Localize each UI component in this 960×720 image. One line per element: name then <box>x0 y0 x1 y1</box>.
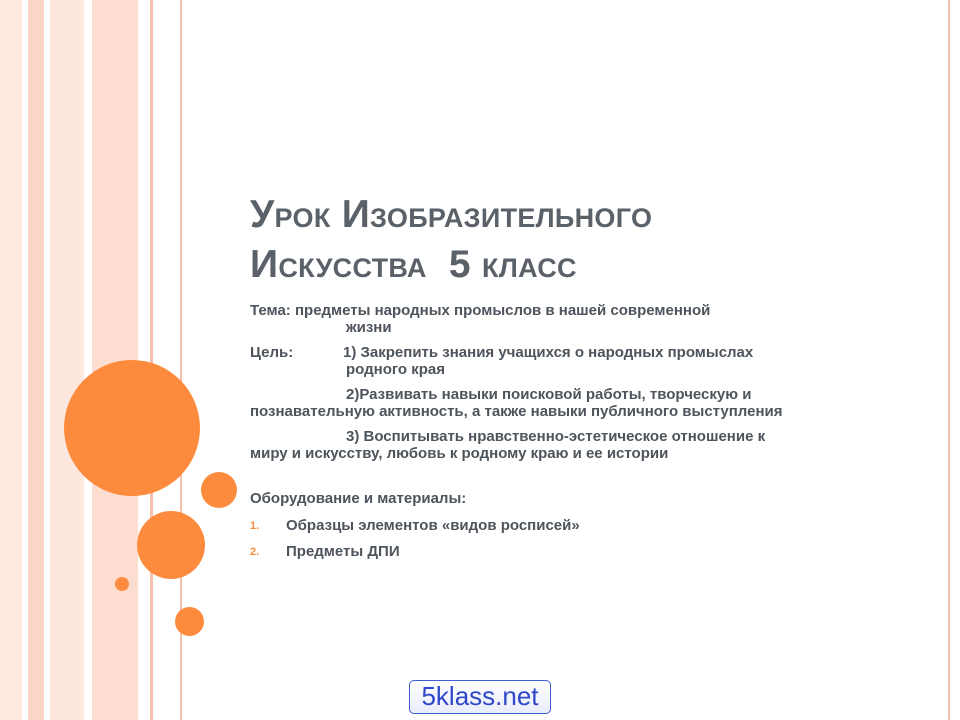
topic-line-1 <box>250 302 890 319</box>
goal-block-1 <box>250 344 890 378</box>
list-number: 2. <box>250 546 260 558</box>
equipment-heading: Оборудование и материалы: <box>250 490 467 507</box>
decor-stripe-right <box>948 0 950 720</box>
goal-3-line-2: миру и искусству, любовь к родному краю и ее истории <box>250 445 669 462</box>
slide-body <box>250 302 890 569</box>
decor-stripe-1 <box>0 0 22 720</box>
topic-line-2: жизни <box>346 319 392 336</box>
topic-label: Тема: <box>250 302 291 319</box>
list-item <box>250 543 890 560</box>
topic-text: предметы народных промыслов в нашей современной <box>294 302 711 319</box>
goal-2-line-2: познавательную активность, а также навыки публичного выступления <box>250 403 783 420</box>
decor-stripe-2 <box>28 0 44 720</box>
list-item-text: Предметы ДПИ <box>286 543 400 560</box>
slide-title <box>250 190 930 290</box>
title-line-1: Урок Изобразительного <box>250 193 653 236</box>
watermark-link[interactable]: 5klass.net <box>409 680 551 714</box>
goal-1-line-1 <box>250 344 890 361</box>
decor-stripe-5 <box>150 0 153 720</box>
decor-circle-small-1 <box>201 472 237 508</box>
decor-circle-small-2 <box>175 607 204 636</box>
goal-label: Цель: <box>250 344 294 361</box>
list-number: 1. <box>250 520 260 532</box>
decor-circle-medium <box>137 511 205 579</box>
goal-3-line-1: 3) Воспитывать нравственно-эстетическое отношение к <box>346 428 766 445</box>
title-line-2: Искусства 5 класс <box>250 243 577 286</box>
decor-circle-large <box>64 360 200 496</box>
list-item-text: Образцы элементов «видов росписей» <box>286 517 580 534</box>
goal-1-line-2: родного края <box>346 361 446 378</box>
goal-1-text: 1) Закрепить знания учащихся о народных промыслах <box>343 344 754 361</box>
decor-stripe-3 <box>50 0 84 720</box>
goal-block-2 <box>250 386 890 420</box>
topic-block <box>250 302 890 336</box>
goal-block-3 <box>250 428 890 462</box>
decor-circle-tiny <box>115 577 129 591</box>
goal-2-line-1: 2)Развивать навыки поисковой работы, творческую и <box>346 386 752 403</box>
list-item <box>250 517 890 534</box>
